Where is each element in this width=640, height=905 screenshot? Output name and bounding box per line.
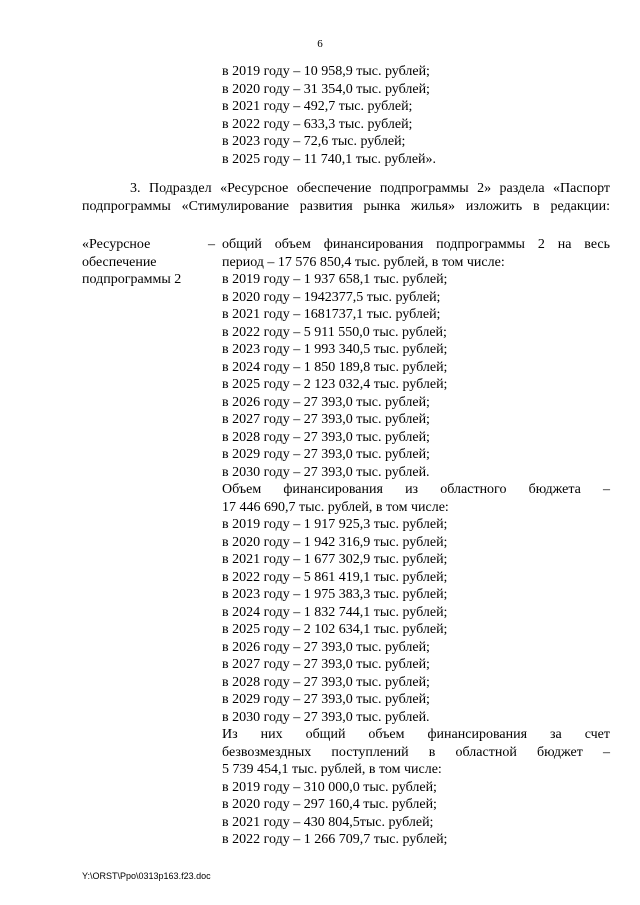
page-number: 6: [317, 38, 323, 50]
section-intro: 5 739 454,1 тыс. рублей, в том числе:: [222, 762, 442, 777]
file-path-footer: Y:\ORST\Ppo\0313p163.f23.doc: [82, 871, 211, 881]
label-line: обеспечение: [82, 254, 157, 270]
section-intro: 17 446 690,7 тыс. рублей, в том числе:: [222, 499, 449, 515]
list-item: в 2025 году – 11 740,1 тыс. рублей».: [222, 151, 437, 167]
list-item: в 2025 году – 2 123 032,4 тыс. рублей;: [222, 377, 448, 392]
list-item: в 2030 году – 27 393,0 тыс. рублей.: [222, 464, 430, 480]
section-intro: общий объем финансирования подпрограммы 2 на весь: [222, 237, 610, 252]
paragraph-line: 3. Подраздел «Ресурсное обеспечение подпрограммы 2» раздела «Паспорт: [130, 181, 610, 196]
list-item: в 2019 году – 1 937 658,1 тыс. рублей;: [222, 272, 448, 287]
list-item: в 2020 году – 1942377,5 тыс. рублей;: [222, 289, 441, 305]
list-item: в 2028 году – 27 393,0 тыс. рублей;: [222, 674, 430, 690]
list-item: в 2021 году – 1681737,1 тыс. рублей;: [222, 307, 441, 322]
label-line: «Ресурсное: [82, 237, 151, 252]
list-item: в 2022 году – 633,3 тыс. рублей;: [222, 116, 413, 132]
separator-dash: –: [208, 237, 215, 252]
list-item: в 2020 году – 1 942 316,9 тыс. рублей;: [222, 534, 448, 550]
list-item: в 2019 году – 10 958,9 тыс. рублей;: [222, 64, 430, 79]
list-item: в 2024 году – 1 850 189,8 тыс. рублей;: [222, 359, 448, 375]
list-item: в 2023 году – 1 993 340,5 тыс. рублей;: [222, 342, 448, 357]
section-intro: безвозмездных поступлений в областной бюджет –: [222, 744, 610, 760]
list-item: в 2020 году – 31 354,0 тыс. рублей;: [222, 81, 430, 97]
list-item: в 2023 году – 72,6 тыс. рублей;: [222, 134, 406, 149]
list-item: в 2027 году – 27 393,0 тыс. рублей;: [222, 412, 430, 427]
list-item: в 2026 году – 27 393,0 тыс. рублей;: [222, 639, 430, 655]
list-item: в 2028 году – 27 393,0 тыс. рублей;: [222, 429, 430, 445]
label-line: подпрограммы 2: [82, 272, 182, 287]
list-item: в 2022 году – 5 861 419,1 тыс. рублей;: [222, 569, 448, 585]
section-intro: период – 17 576 850,4 тыс. рублей, в том числе:: [222, 254, 505, 270]
resource-label: [82, 236, 207, 289]
list-item: в 2029 году – 27 393,0 тыс. рублей;: [222, 447, 430, 462]
list-item: в 2019 году – 1 917 925,3 тыс. рублей;: [222, 517, 448, 532]
list-item: в 2030 году – 27 393,0 тыс. рублей.: [222, 709, 430, 725]
list-item: в 2021 году – 492,7 тыс. рублей;: [222, 99, 413, 114]
list-item: в 2021 году – 1 677 302,9 тыс. рублей;: [222, 552, 448, 567]
paragraph-line: подпрограммы «Стимулирование развития рынка жилья» изложить в редакции:: [82, 198, 610, 214]
list-item: в 2022 году – 1 266 709,7 тыс. рублей;: [222, 832, 448, 847]
list-item: в 2022 году – 5 911 550,0 тыс. рублей;: [222, 324, 447, 340]
list-item: в 2024 году – 1 832 744,1 тыс. рублей;: [222, 604, 448, 620]
list-item: в 2020 году – 297 160,4 тыс. рублей;: [222, 797, 437, 812]
section-intro: Из них общий объем финансирования за счет: [222, 727, 610, 742]
list-item: в 2027 году – 27 393,0 тыс. рублей;: [222, 657, 430, 672]
top-year-list: [222, 63, 436, 168]
section-intro: Объем финансирования из областного бюджета –: [222, 482, 610, 497]
list-item: в 2029 году – 27 393,0 тыс. рублей;: [222, 692, 430, 707]
amendment-paragraph: [82, 180, 610, 215]
list-item: в 2026 году – 27 393,0 тыс. рублей;: [222, 394, 430, 410]
list-item: в 2025 году – 2 102 634,1 тыс. рублей;: [222, 622, 448, 637]
list-item: в 2019 году – 310 000,0 тыс. рублей;: [222, 779, 437, 795]
resource-content: [222, 236, 610, 849]
list-item: в 2023 году – 1 975 383,3 тыс. рублей;: [222, 587, 448, 602]
list-item: в 2021 году – 430 804,5тыс. рублей;: [222, 814, 434, 830]
